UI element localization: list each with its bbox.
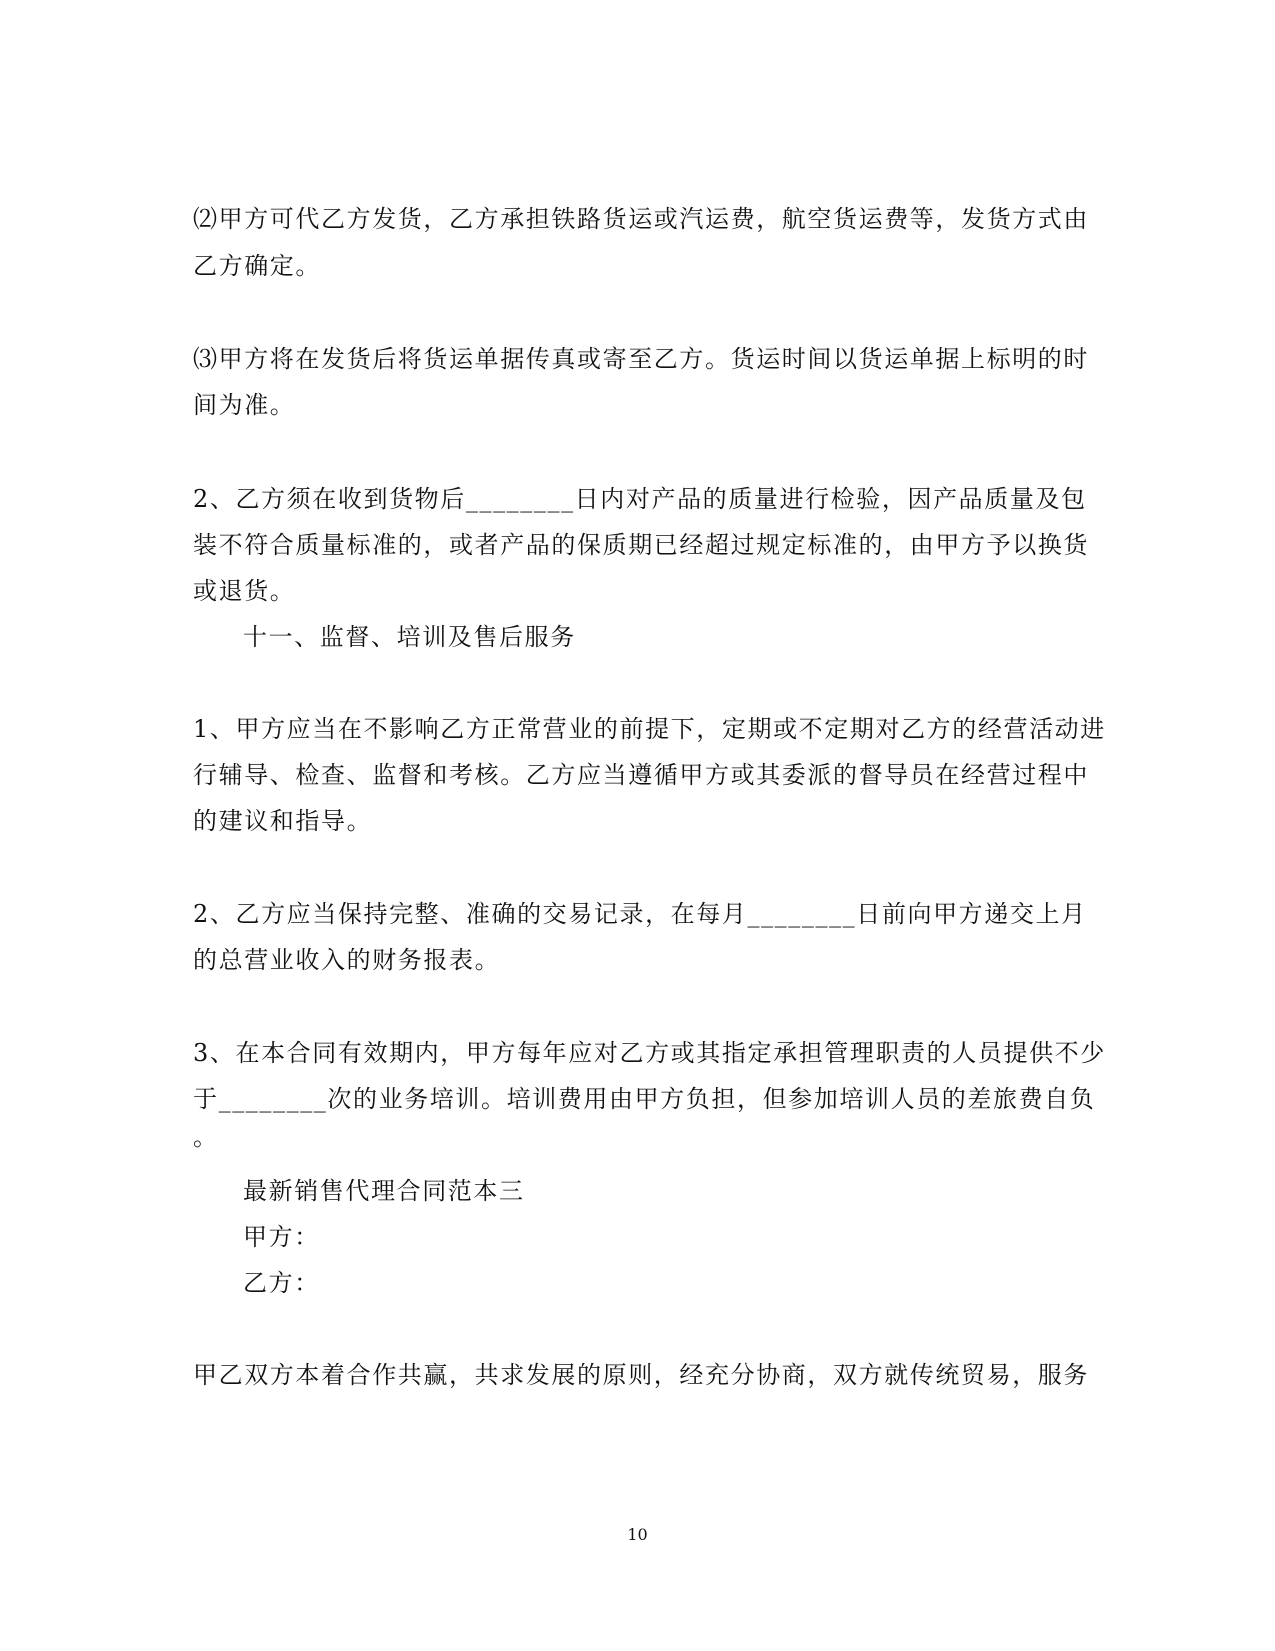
body-text-line: 或退货。	[193, 577, 296, 605]
body-text-line: 行辅导、检查、监督和考核。乙方应当遵循甲方或其委派的督导员在经营过程中	[193, 761, 1089, 789]
body-text-line: 2、乙方须在收到货物后________日内对产品的质量进行检验，因产品质量及包	[193, 485, 1087, 513]
section-heading: 十一、监督、培训及售后服务	[243, 623, 576, 651]
body-text-line: 乙方确定。	[193, 252, 321, 280]
body-text-line: 间为准。	[193, 391, 296, 419]
contract-title: 最新销售代理合同范本三	[243, 1177, 525, 1205]
body-text-line: ⑵甲方可代乙方发货，乙方承担铁路货运或汽运费，航空货运费等，发货方式由	[193, 205, 1089, 233]
body-text-line: 的建议和指导。	[193, 807, 373, 835]
page-number: 10	[627, 1525, 648, 1544]
body-text-line: 装不符合质量标准的，或者产品的保质期已经超过规定标准的，由甲方予以换货	[193, 531, 1089, 559]
party-a-label: 甲方：	[243, 1223, 320, 1251]
body-text-line: 的总营业收入的财务报表。	[193, 946, 501, 974]
body-text-line: 。	[193, 1123, 219, 1151]
body-text-line: 1、甲方应当在不影响乙方正常营业的前提下，定期或不定期对乙方的经营活动进	[193, 715, 1106, 743]
body-text-line: 甲乙双方本着合作共赢，共求发展的原则，经充分协商，双方就传统贸易，服务	[193, 1361, 1089, 1389]
body-text-line: 于________次的业务培训。培训费用由甲方负担，但参加培训人员的差旅费自负	[193, 1085, 1096, 1113]
body-text-line: 2、乙方应当保持完整、准确的交易记录，在每月________日前向甲方递交上月	[193, 900, 1087, 928]
body-text-line: ⑶甲方将在发货后将货运单据传真或寄至乙方。货运时间以货运单据上标明的时	[193, 345, 1089, 373]
party-b-label: 乙方：	[243, 1269, 320, 1297]
body-text-line: 3、在本合同有效期内，甲方每年应对乙方或其指定承担管理职责的人员提供不少	[193, 1039, 1106, 1067]
